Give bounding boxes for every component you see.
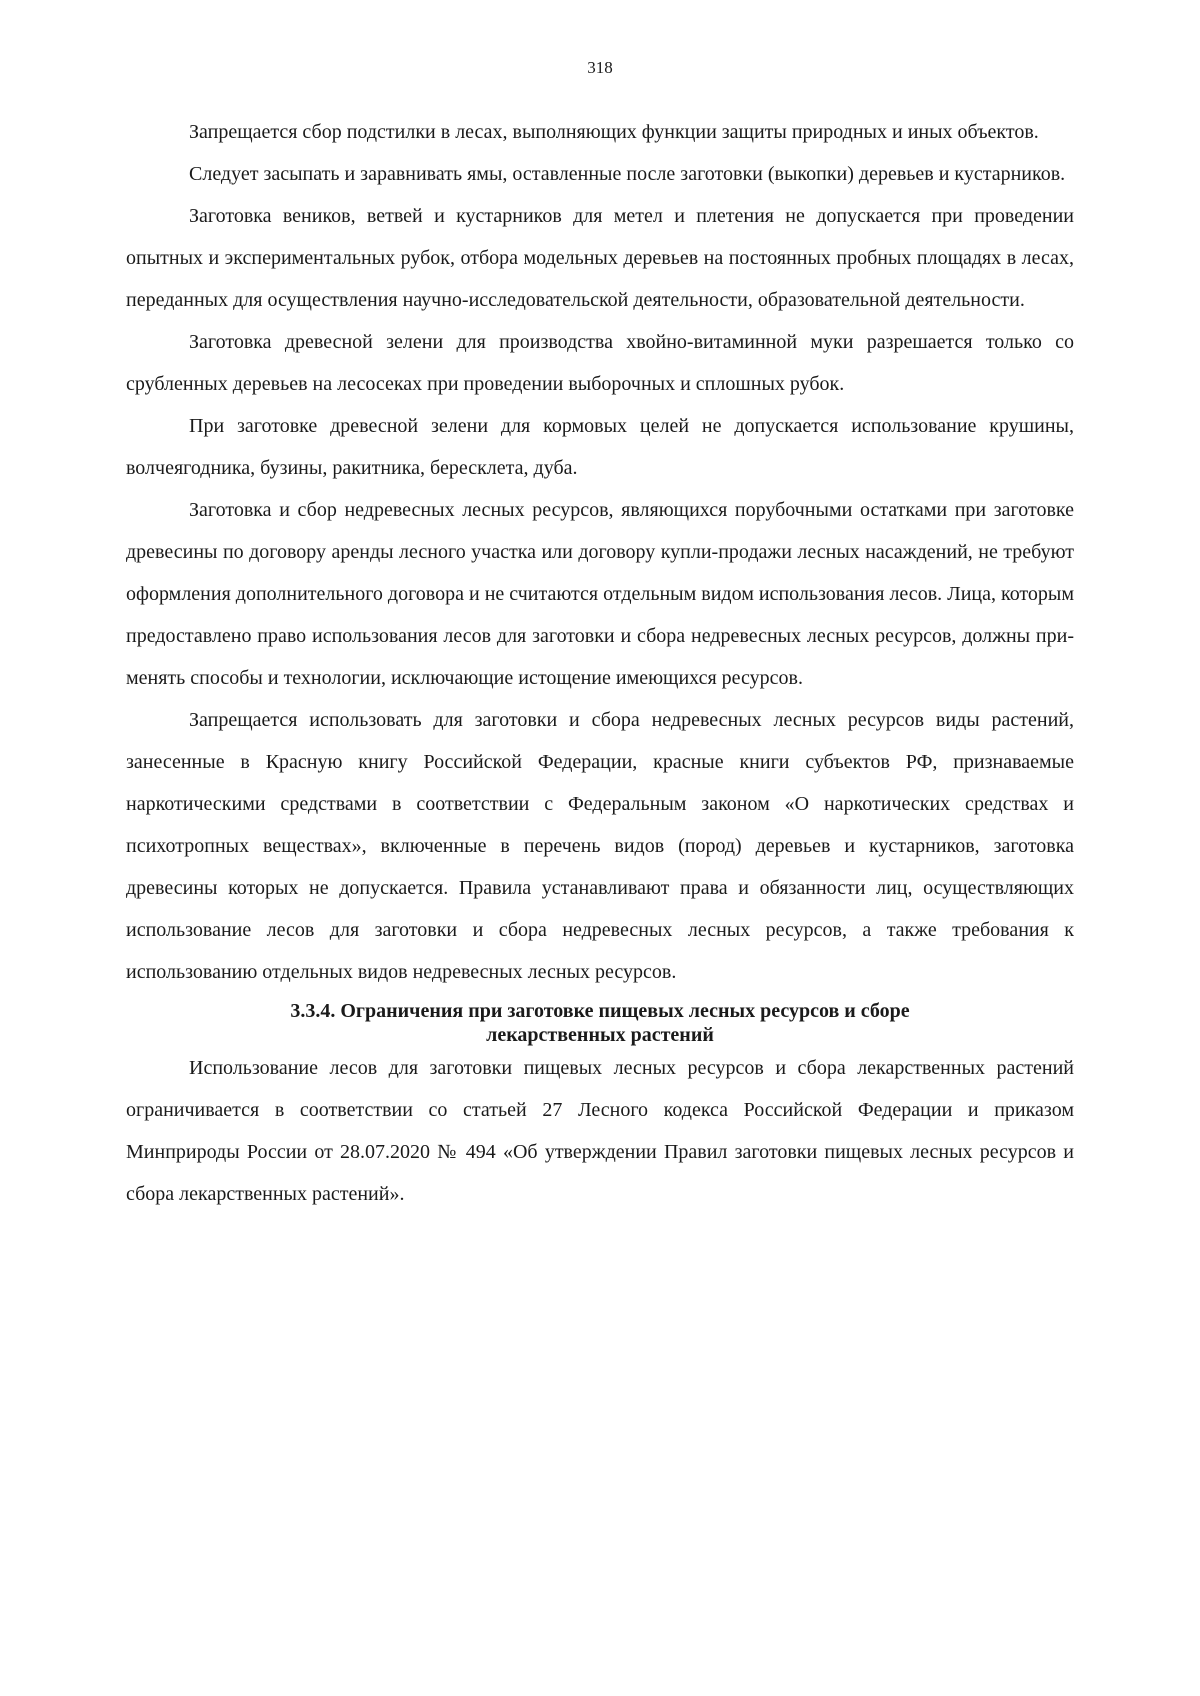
document-body [126,111,1074,1215]
paragraph-greenery-flour: Заготовка древесной зелени для производства хвойно-витаминной муки разрешается только со срубленных деревьев на лесосеках при проведении выборочных и сплошных рубок. [126,331,1074,395]
section-heading-line-2: лекарственных растений [486,1024,714,1046]
section-heading-line-1: 3.3.4. Ограничения при заготовке пищевых лесных ресурсов и сборе [290,1000,910,1022]
paragraph-food-resources-restriction: Использование лесов для заготовки пищевых лесных ресурсов и сбора лекарственных растений ограничивается в соответствии со статьей 27 Лесного кодекса Российской Федерации и приказом Минприроды России от 28.07.2020 № 494 «Об утверждении Правил заготовки пищевых лесных ресурсов и сбора лекарственных растений». [126,1057,1074,1205]
paragraph-non-timber-residues: Заготовка и сбор недревесных лесных ресурсов, являющихся порубочными остатками при заготовке древесины по договору аренды лесного участка или договору купли-продажи лесных насаждений, не требуют оформления дополнительного договора и не считаются отдельным видом использования лесов. Лица, которым предоставлено право использования лесов для заготовки и сбора недревесных лесных ресурсов, должны применять способы и технологии, исключающие истощение имеющихся ресурсов. [126,499,1074,689]
paragraph-greenery-fodder: При заготовке древесной зелени для кормовых целей не допускается использование крушины, волчеягодника, бузины, ракитника, бересклета, дуба. [126,415,1074,479]
paragraph-brooms-branches: Заготовка веников, ветвей и кустарников для метел и плетения не допускается при проведении опытных и экспериментальных рубок, отбора модельных деревьев на постоянных пробных площадях в лесах, переданных для осуществления научно-исследовательской деятельности, образовательной деятельности. [126,205,1074,311]
section-heading [126,999,1074,1047]
paragraph-protected-species: Запрещается использовать для заготовки и сбора недревесных лесных ресурсов виды растений, занесенные в Красную книгу Российской Федерации, красные книги субъектов РФ, признаваемые наркотическими средствами в соответствии с Федеральным законом «О наркотических средствах и психотропных веществах», включенные в перечень видов (пород) деревьев и кустарников, заготовка древесины которых не допускается. Правила устанавливают права и обязанности лиц, осуществляющих использование лесов для заготовки и сбора недревесных лесных ресурсов, а также требования к использованию отдельных видов недревесных лесных ресурсов. [126,709,1074,983]
paragraph-fill-pits: Следует засыпать и заравнивать ямы, оставленные после заготовки (выкопки) деревьев и кустарников. [189,163,1066,185]
paragraph-litter-ban: Запрещается сбор подстилки в лесах, выполняющих функции защиты природных и иных объектов. [189,121,1039,143]
page-number: 318 [587,58,613,77]
